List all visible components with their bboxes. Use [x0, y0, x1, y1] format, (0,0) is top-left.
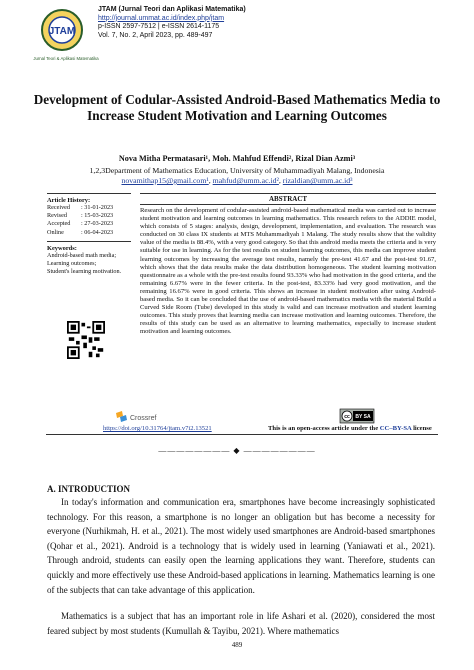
section-separator: ———————— ◆ ———————— [158, 446, 316, 455]
page-number: 489 [231, 641, 243, 649]
journal-name: JTAM (Jurnal Teori dan Aplikasi Matematika) [98, 6, 246, 13]
keyword: Student's learning motivation. [47, 267, 122, 275]
qr-code-icon [67, 321, 105, 359]
journal-issn: p-ISSN 2597-7512 | e-ISSN 2614-1175 [98, 23, 220, 31]
history-row: Accepted : 27-03-2023 [47, 220, 114, 228]
journal-url-link[interactable]: http://journal.ummat.ac.id/index.php/jtam [98, 14, 225, 22]
abstract-heading: ABSTRACT [140, 193, 436, 205]
article-history [47, 204, 131, 237]
svg-text:Crossref: Crossref [130, 415, 157, 422]
divider [46, 434, 438, 435]
keywords-heading: Keywords: [47, 244, 77, 252]
crossref-logo-icon[interactable] [114, 410, 162, 424]
journal-header [33, 6, 440, 76]
keyword: Android-based math media; [47, 251, 117, 259]
abstract-section [140, 193, 436, 337]
journal-volume: Vol. 7, No. 2, April 2023, pp. 489-497 [98, 32, 213, 40]
history-row: Online : 06-04-2023 [47, 228, 114, 236]
email-link-2[interactable]: mahfud@umm.ac.id² [212, 176, 279, 185]
doi-link[interactable]: https://doi.org/10.31764/jtam.v7i2.13521 [103, 425, 212, 432]
article-info [47, 193, 131, 276]
license-link[interactable]: CC–BY-SA [379, 425, 412, 432]
journal-logo-icon [33, 8, 99, 68]
body-paragraph-1: In today's information and communication era, smartphones have become increasingly sophisticated technology. For this reason, a smartphone is no longer an obligation but has become a necessity for everyone (Nurhikmah, H. et al., 2021). The most widely used smartphones are Android-based smartphones (Qohar et al., 2021). Android is a technology that is widely used in learning (Yaniawati et al., 2021). Through android, students can easily open the learning applications they want. Therefore, students can quickly and more effectively use these Android-based applications in learning. Mathematics learning is one of the subjects that can take advantage of this application. [47, 497, 435, 595]
paper-title: Development of Codular-Assisted Android-Based Mathematics Media to Increase Student Motivation and Learning Outcomes [33, 92, 441, 123]
email-list: novamithap15@gmail.com¹, mahfud@umm.ac.id², rizaldian@umm.ac.id³ [121, 176, 353, 185]
article-history-heading: Article History: [47, 197, 91, 204]
history-row: Revised : 15-03-2023 [47, 212, 114, 220]
svg-text:cc: cc [344, 414, 350, 420]
email-link-1[interactable]: novamithap15@gmail.com¹ [121, 176, 209, 185]
keyword: Learning outcomes; [47, 259, 97, 267]
section-heading: A. INTRODUCTION [47, 484, 131, 494]
doi-line [103, 425, 212, 432]
abstract-text: Research on the development of codular-assisted android-based mathematical media was carried out to increase student motivation and learning outcomes in learning mathematics. This research refers to the ADDIE model, which consists of 5 stages: analysis, design, development, implementation, and evaluation. The research was conducted on 30 class IX students at MTS Muhammadiyah 1 Malang. The study results show that the validity value of the media is 88.4%, with a very good category. So that this android media meets the criteria and is very suitable for use in learning. As for the test results on student learning outcomes, this media can improve student learning outcomes by increasing the average test results, namely the pre-test 41.67 and the post-test 91.67, which shows that the data results make the data distribution homogeneous. The student learning motivation questionnaire as a whole with the pre-test results found 93.33% who had motivation in the good criteria, and the remaining 6.67% were in the fewer criteria. In the post-test, 83.33% had very good motivation, and the remaining 16.67% were in good criteria. This shows an increase in student motivation after using Android-based media. So it can be concluded that the use of android-based mathematics media with the material Build a Curved Side Room (Tube) developed in this study is valid and can increase motivation and student learning outcomes. This study proves that learning media can increase motivation and learning outcomes. Therefore, the results of this study can be used as an alternative to learning mathematics, especially to increase student motivation and learning outcomes. [140, 207, 436, 336]
cc-by-sa-license-icon[interactable] [340, 409, 374, 423]
history-row: Received : 31-01-2023 [47, 204, 114, 211]
affiliation: 1,2,3Department of Mathematics Education, University of Muhammadiyah Malang, Indonesia [89, 166, 385, 175]
keywords-list [47, 252, 131, 276]
svg-text:BY SA: BY SA [355, 414, 371, 420]
body-paragraph-2: Mathematics is a subject that has an important role in life Ashari et al. (2020), considered the most feared subject by most students (Kumullah & Tayibu, 2021). Where mathematics [47, 611, 435, 636]
svg-text:JTAM: JTAM [48, 26, 76, 37]
email-link-3[interactable]: rizaldian@umm.ac.id³ [282, 176, 353, 185]
svg-text:Jurnal Teori & Aplikasi Matema: Jurnal Teori & Aplikasi Matematika [33, 56, 99, 61]
open-access-statement: This is an open-access article under the CC–BY-SA license [268, 425, 432, 432]
author-list: Nova Mitha Permatasari¹, Moh. Mahfud Effendi², Rizal Dian Azmi³ [118, 154, 356, 163]
